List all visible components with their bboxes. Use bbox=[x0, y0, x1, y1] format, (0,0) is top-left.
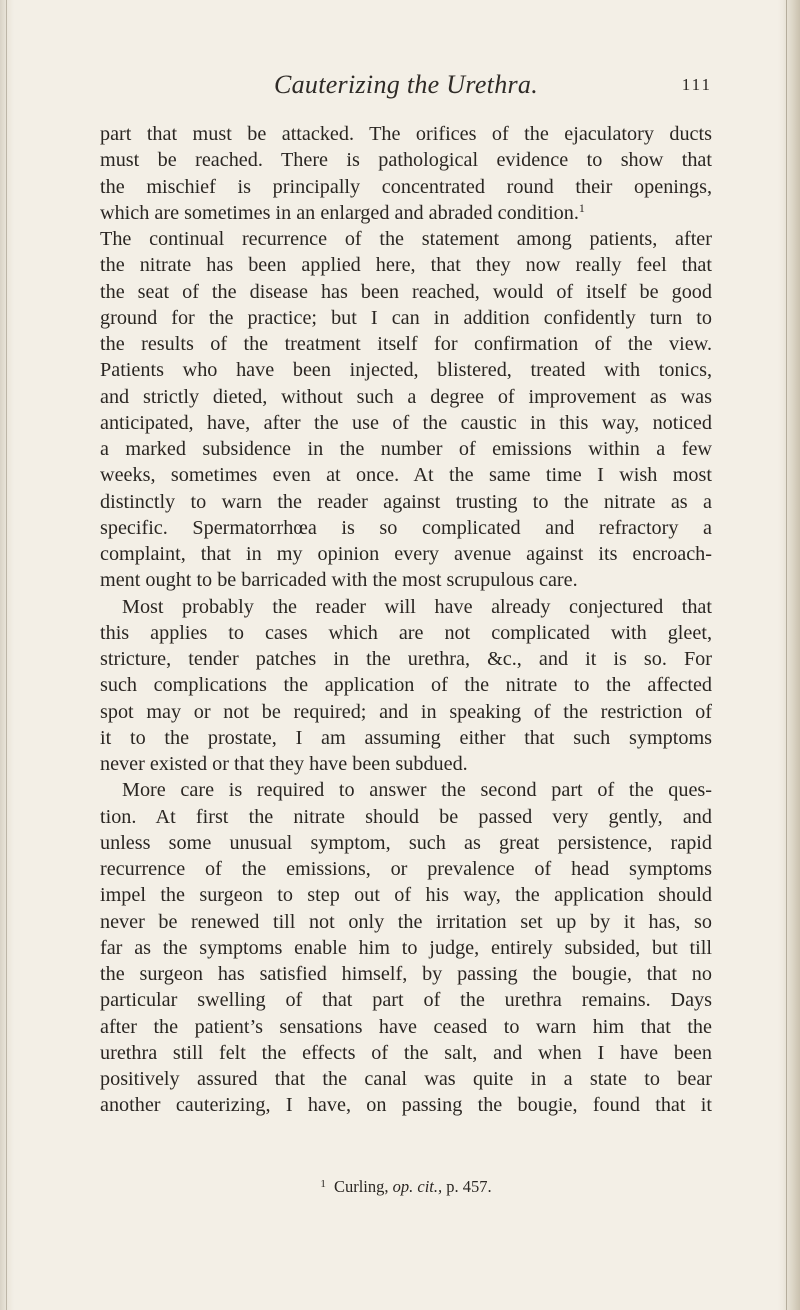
running-head: Cauterizing the Urethra. bbox=[273, 70, 539, 99]
footnote-mark: 1 bbox=[320, 1178, 326, 1190]
footnote-page: p. 457. bbox=[446, 1177, 492, 1196]
text-line: never be renewed till not only the irritation set up by it has, so bbox=[100, 910, 712, 933]
text-line: weeks, sometimes even at once. At the same time I wish most bbox=[100, 464, 712, 487]
text-line: The continual recurrence of the statement among patients, after bbox=[100, 228, 712, 250]
text-line: complaint, that in my opinion every avenue against its encroach- bbox=[100, 543, 712, 565]
text-line: far as the symptoms enable him to judge, entirely subsided, but till bbox=[100, 936, 712, 959]
text-line: after the patient’s sensations have ceased to warn him that the bbox=[100, 1015, 712, 1038]
text-line: More care is required to answer the second part of the ques- bbox=[122, 779, 712, 802]
text-line: urethra still felt the effects of the salt, and when I have been bbox=[100, 1041, 712, 1064]
text-line: such complications the application of the nitrate to the affected bbox=[100, 674, 712, 697]
body-text bbox=[100, 121, 712, 1119]
text-line: part that must be attacked. The orifices of the ejaculatory ducts bbox=[100, 123, 712, 145]
page-gutter-left bbox=[0, 0, 14, 1310]
text-line: particular swelling of that part of the urethra remains. Days bbox=[100, 989, 712, 1012]
text-line: distinctly to warn the reader against trusting to the nitrate as a bbox=[100, 490, 712, 513]
page-number: 111 bbox=[681, 75, 712, 94]
text-line: positively assured that the canal was quite in a state to bear bbox=[100, 1068, 712, 1090]
text-line: anticipated, have, after the use of the caustic in this way, noticed bbox=[100, 411, 712, 434]
text-line: the seat of the disease has been reached, would of itself be good bbox=[100, 280, 712, 303]
text-line: it to the prostate, I am assuming either that such symptoms bbox=[100, 726, 712, 749]
text-line: Patients who have been injected, blistered, treated with tonics, bbox=[100, 359, 712, 382]
text-line: the nitrate has been applied here, that they now really feel that bbox=[100, 254, 712, 277]
text-line: never existed or that they have been subdued. bbox=[100, 753, 468, 775]
text-line: the mischief is principally concentrated round their openings, bbox=[100, 175, 712, 198]
text-line: stricture, tender patches in the urethra, &c., and it is so. For bbox=[100, 648, 712, 670]
text-line: this applies to cases which are not complicated with gleet, bbox=[100, 621, 712, 644]
page-header bbox=[100, 70, 712, 110]
footnote-citation: op. cit., bbox=[392, 1177, 443, 1196]
page-edge-right bbox=[778, 0, 800, 1310]
text-line: the surgeon has satisfied himself, by passing the bougie, that no bbox=[100, 963, 712, 985]
footnote-author: Curling, bbox=[333, 1177, 389, 1196]
text-line: another cauterizing, I have, on passing the bougie, found that it bbox=[100, 1094, 712, 1117]
text-line: tion. At first the nitrate should be passed very gently, and bbox=[100, 805, 712, 828]
text-line: ment ought to be barricaded with the most scrupulous care. bbox=[100, 569, 578, 592]
text-line: spot may or not be required; and in speaking of the restriction of bbox=[100, 700, 712, 723]
footnote bbox=[100, 1173, 712, 1198]
text-line: which are sometimes in an enlarged and abraded condition.$^1$ bbox=[100, 200, 585, 224]
text-line: recurrence of the emissions, or prevalence of head symptoms bbox=[100, 858, 712, 880]
text-line: Most probably the reader will have already conjectured that bbox=[122, 595, 712, 618]
text-line: a marked subsidence in the number of emissions within a few bbox=[100, 438, 712, 460]
text-line: unless some unusual symptom, such as great persistence, rapid bbox=[100, 831, 712, 854]
text-line: and strictly dieted, without such a degree of improvement as was bbox=[100, 385, 712, 408]
text-line: impel the surgeon to step out of his way, the application should bbox=[100, 884, 712, 907]
text-line: specific. Spermatorrhœa is so complicated and refractory a bbox=[100, 516, 712, 539]
footnote-reference: 1 bbox=[578, 200, 585, 215]
text-line: the results of the treatment itself for confirmation of the view. bbox=[100, 333, 712, 355]
text-line: must be reached. There is pathological evidence to show that bbox=[100, 149, 712, 172]
text-line: ground for the practice; but I can in addition confidently turn to bbox=[100, 306, 712, 329]
